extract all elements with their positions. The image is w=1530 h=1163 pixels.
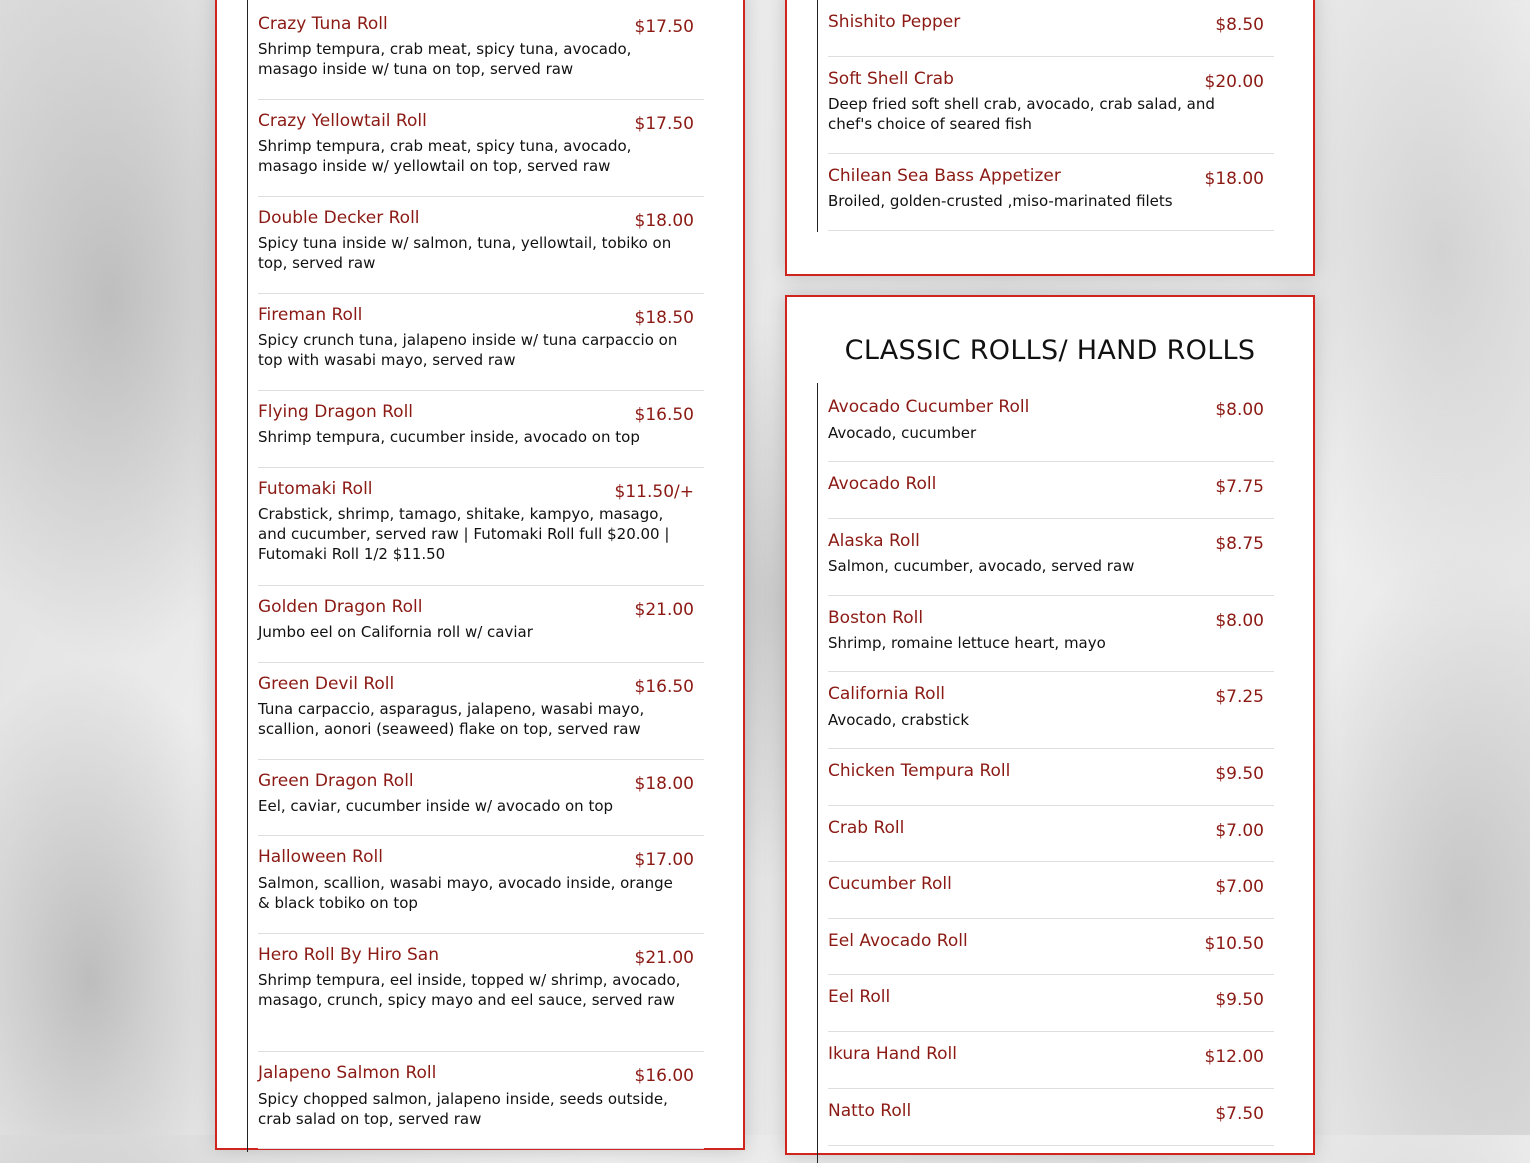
menu-item[interactable]: [828, 474, 1274, 519]
menu-divider-line: [817, 0, 818, 232]
item-description: Salmon, scallion, wasabi mayo, avocado inside, orange & black tobiko on top: [258, 874, 673, 912]
item-name: Chilean Sea Bass Appetizer: [828, 166, 1061, 186]
menu-item[interactable]: [258, 597, 704, 663]
item-price: $16.00: [634, 1066, 694, 1086]
menu-item[interactable]: [258, 945, 704, 1052]
item-price: $7.00: [1215, 821, 1264, 841]
item-description: Deep fried soft shell crab, avocado, crab salad, and chef's choice of seared fish: [828, 95, 1215, 133]
menu-divider-line: [817, 383, 818, 1163]
menu-item[interactable]: [258, 111, 704, 197]
item-name: Fireman Roll: [258, 305, 363, 325]
item-name: Avocado Roll: [828, 474, 937, 494]
item-description: Crabstick, shrimp, tamago, shitake, kampyo, masago, and cucumber, served raw | Futomaki Roll full $20.00 | Futomaki Roll 1/2 $11.50: [258, 505, 670, 563]
item-description: Avocado, cucumber: [828, 424, 977, 442]
menu-item[interactable]: [828, 987, 1274, 1032]
item-price: $8.00: [1215, 611, 1264, 631]
item-name: Halloween Roll: [258, 847, 383, 867]
item-price: $7.25: [1215, 687, 1264, 707]
menu-item[interactable]: [258, 14, 704, 100]
section-title: CLASSIC ROLLS/ HAND ROLLS: [844, 335, 1256, 366]
item-price: $20.00: [1204, 72, 1264, 92]
item-price: $12.00: [1204, 1047, 1264, 1067]
menu-item[interactable]: [828, 684, 1274, 749]
item-name: Natto Roll: [828, 1101, 912, 1121]
item-name: Golden Dragon Roll: [258, 597, 423, 617]
menu-item[interactable]: [828, 69, 1274, 154]
item-price: $8.00: [1215, 400, 1264, 420]
menu-item[interactable]: [828, 166, 1274, 231]
item-name: Eel Roll: [828, 987, 891, 1007]
menu-item[interactable]: [258, 402, 704, 468]
menu-item[interactable]: [258, 674, 704, 760]
menu-item[interactable]: [828, 608, 1274, 672]
item-name: Futomaki Roll: [258, 479, 373, 499]
item-price: $18.00: [634, 774, 694, 794]
item-description: Tuna carpaccio, asparagus, jalapeno, wasabi mayo, scallion, aonori (seaweed) flake on top, served raw: [258, 700, 645, 738]
item-name: Crazy Yellowtail Roll: [258, 111, 427, 131]
item-price: $17.00: [634, 850, 694, 870]
menu-item[interactable]: [828, 12, 1274, 57]
menu-divider-line: [247, 0, 248, 1152]
menu-item[interactable]: [828, 931, 1274, 975]
item-name: Chicken Tempura Roll: [828, 761, 1011, 781]
item-description: Shrimp tempura, eel inside, topped w/ shrimp, avocado, masago, crunch, spicy mayo and eel sauce, served raw: [258, 971, 681, 1009]
item-description: Spicy tuna inside w/ salmon, tuna, yellowtail, tobiko on top, served raw: [258, 234, 672, 272]
item-name: Shishito Pepper: [828, 12, 961, 32]
menu-item[interactable]: [828, 1101, 1274, 1146]
item-name: Hero Roll By Hiro San: [258, 945, 439, 965]
item-name: Ikura Hand Roll: [828, 1044, 957, 1064]
item-price: $8.75: [1215, 534, 1264, 554]
item-price: $17.50: [634, 17, 694, 37]
item-price: $7.50: [1215, 1104, 1264, 1124]
menu-item[interactable]: [828, 874, 1274, 919]
item-price: $16.50: [634, 677, 694, 697]
menu-item[interactable]: [828, 1044, 1274, 1089]
item-name: California Roll: [828, 684, 946, 704]
item-name: Eel Avocado Roll: [828, 931, 968, 951]
item-price: $11.50/+: [614, 482, 694, 502]
menu-item[interactable]: [258, 208, 704, 294]
item-description: Broiled, golden-crusted ,miso-marinated filets: [828, 192, 1173, 210]
item-description: Salmon, cucumber, avocado, served raw: [828, 557, 1135, 575]
item-price: $9.50: [1215, 990, 1264, 1010]
menu-item[interactable]: [828, 531, 1274, 596]
menu-item[interactable]: [258, 771, 704, 836]
item-name: Boston Roll: [828, 608, 924, 628]
menu-item[interactable]: [828, 397, 1274, 462]
item-description: Eel, caviar, cucumber inside w/ avocado on top: [258, 797, 614, 815]
item-price: $8.50: [1215, 15, 1264, 35]
item-description: Shrimp tempura, crab meat, spicy tuna, avocado, masago inside w/ yellowtail on top, served raw: [258, 137, 632, 175]
item-name: Cucumber Roll: [828, 874, 952, 894]
item-description: Spicy chopped salmon, jalapeno inside, seeds outside, crab salad on top, served raw: [258, 1090, 668, 1128]
menu-item[interactable]: [258, 305, 704, 391]
item-name: Green Devil Roll: [258, 674, 395, 694]
item-description: Shrimp tempura, cucumber inside, avocado on top: [258, 428, 640, 446]
item-name: Crab Roll: [828, 818, 905, 838]
specialty-rolls-panel: [215, 0, 745, 1150]
item-price: $16.50: [634, 405, 694, 425]
item-description: Shrimp, romaine lettuce heart, mayo: [828, 634, 1106, 652]
item-name: Alaska Roll: [828, 531, 920, 551]
item-name: Soft Shell Crab: [828, 69, 954, 89]
menu-item[interactable]: [258, 1063, 704, 1149]
item-description: Jumbo eel on California roll w/ caviar: [258, 623, 533, 641]
item-name: Double Decker Roll: [258, 208, 420, 228]
item-name: Flying Dragon Roll: [258, 402, 414, 422]
item-name: Green Dragon Roll: [258, 771, 414, 791]
item-description: Spicy crunch tuna, jalapeno inside w/ tuna carpaccio on top with wasabi mayo, served raw: [258, 331, 678, 369]
item-price: $18.00: [634, 211, 694, 231]
menu-item[interactable]: [258, 479, 704, 586]
item-description: Shrimp tempura, crab meat, spicy tuna, avocado, masago inside w/ tuna on top, served raw: [258, 40, 632, 78]
item-price: $9.50: [1215, 764, 1264, 784]
item-name: Avocado Cucumber Roll: [828, 397, 1030, 417]
item-name: Jalapeno Salmon Roll: [258, 1063, 437, 1083]
item-price: $18.00: [1204, 169, 1264, 189]
appetizers-panel: [785, 0, 1315, 276]
menu-item[interactable]: [828, 818, 1274, 862]
item-price: $17.50: [634, 114, 694, 134]
item-price: $7.00: [1215, 877, 1264, 897]
item-price: $18.50: [634, 308, 694, 328]
item-name: Crazy Tuna Roll: [258, 14, 388, 34]
classic-rolls-panel: [785, 295, 1315, 1155]
item-price: $7.75: [1215, 477, 1264, 497]
item-price: $21.00: [634, 600, 694, 620]
item-price: $10.50: [1204, 934, 1264, 954]
menu-item[interactable]: [258, 847, 704, 934]
menu-item[interactable]: [828, 761, 1274, 806]
item-description: Avocado, crabstick: [828, 711, 970, 729]
item-price: $21.00: [634, 948, 694, 968]
